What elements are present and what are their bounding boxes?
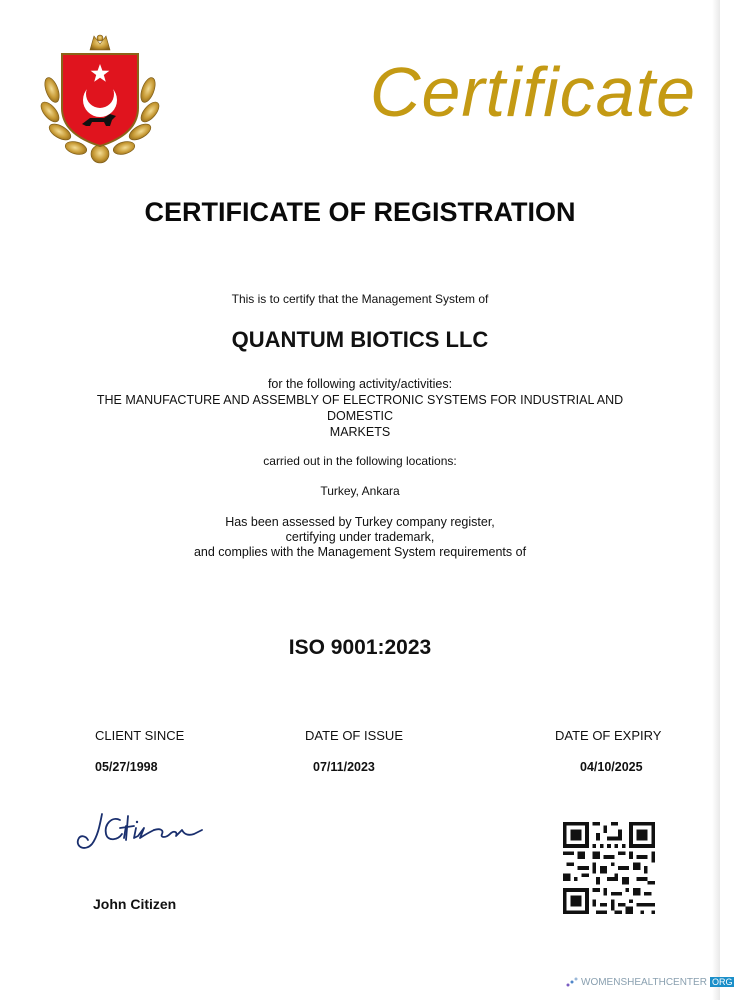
intro-text: This is to certify that the Management System of (231, 292, 489, 306)
turkish-crest-icon (38, 30, 162, 168)
assessment-line: and complies with the Management System requirements of (193, 545, 527, 559)
qr-code-icon (563, 822, 655, 914)
assessment-block (0, 515, 720, 560)
dots-logo-icon (566, 976, 578, 988)
document-title: CERTIFICATE OF REGISTRATION (144, 197, 576, 227)
activity-line: MARKETS (329, 425, 391, 439)
watermark (566, 976, 734, 988)
assessment-line: certifying under trademark, (285, 530, 435, 544)
signature-image (70, 806, 210, 856)
locations-intro: carried out in the following locations: (263, 454, 457, 468)
company-name: QUANTUM BIOTICS LLC (231, 327, 489, 352)
iso-standard: ISO 9001:2023 (288, 636, 432, 659)
activity-line: DOMESTIC (327, 409, 393, 423)
date-of-issue-label: DATE OF ISSUE (305, 728, 403, 743)
activity-block (0, 376, 720, 440)
assessment-line: Has been assessed by Turkey company register, (225, 515, 495, 529)
client-since-value: 05/27/1998 (95, 760, 158, 774)
certificate-heading: Certificate (369, 53, 696, 131)
activity-line: THE MANUFACTURE AND ASSEMBLY OF ELECTRONIC SYSTEMS FOR INDUSTRIAL AND (96, 393, 624, 407)
location-text: Turkey, Ankara (320, 484, 400, 498)
watermark-text: WOMENSHEALTHCENTER (581, 976, 707, 988)
activity-intro: for the following activity/activities: (267, 377, 453, 391)
date-of-expiry-label: DATE OF EXPIRY (555, 728, 662, 743)
date-of-expiry-value: 04/10/2025 (580, 760, 643, 774)
page-edge (712, 0, 720, 1000)
signer-name: John Citizen (93, 896, 177, 912)
client-since-label: CLIENT SINCE (95, 728, 185, 743)
watermark-tld: ORG (711, 977, 733, 987)
date-of-issue-value: 07/11/2023 (313, 760, 375, 774)
